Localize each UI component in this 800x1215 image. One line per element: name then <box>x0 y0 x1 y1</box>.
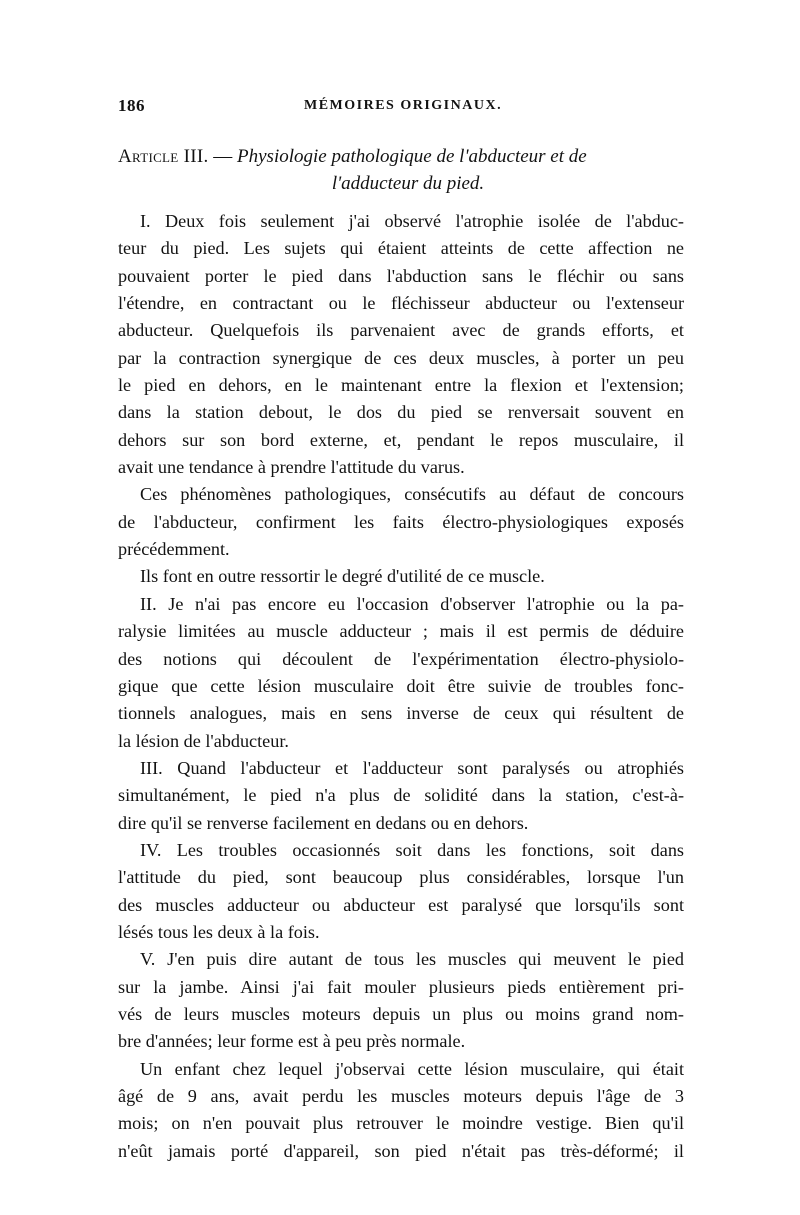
text-line: simultanément, le pied n'a plus de solidité dans la station, c'est-à- <box>118 785 684 806</box>
text-line: IV. Les troubles occasionnés soit dans les fonctions, soit dans <box>140 839 684 860</box>
text-line: des muscles adducteur ou abducteur est paralysé que lorsqu'ils sont <box>118 894 684 915</box>
text-line: avait une tendance à prendre l'attitude du varus. <box>118 457 465 478</box>
text-line: l'étendre, en contractant ou le fléchisseur abducteur ou l'extenseur <box>118 293 684 314</box>
text-line: des notions qui découlent de l'expérimentation électro-physiolo- <box>118 648 684 669</box>
text-line: teur du pied. Les sujets qui étaient atteints de cette affection ne <box>118 238 684 259</box>
text-line: âgé de 9 ans, avait perdu les muscles moteurs depuis l'âge de 3 <box>118 1086 684 1106</box>
text-line: par la contraction synergique de ces deux muscles, à porter un peu <box>118 347 684 368</box>
text-line: III. Quand l'abducteur et l'adducteur sont paralysés ou atrophiés <box>140 757 684 778</box>
text-line: Ces phénomènes pathologiques, consécutifs au défaut de concours <box>140 484 684 505</box>
text-line: vés de leurs muscles moteurs depuis un plus ou moins grand nom- <box>118 1003 684 1024</box>
article-heading <box>118 143 684 197</box>
text-line: pouvaient porter le pied dans l'abduction sans le fléchir ou sans <box>118 265 684 286</box>
text-line: V. J'en puis dire autant de tous les muscles qui meuvent le pied <box>140 949 684 970</box>
text-line: Ils font en outre ressortir le degré d'utilité de ce muscle. <box>140 566 545 587</box>
text-line: sur la jambe. Ainsi j'ai fait mouler plusieurs pieds entièrement pri- <box>118 976 684 997</box>
running-header <box>118 96 684 116</box>
text-line: I. Deux fois seulement j'ai observé l'atrophie isolée de l'abduc- <box>140 211 684 231</box>
article-heading-line-1 <box>118 143 684 170</box>
page-number: 186 <box>118 96 145 115</box>
text-line: mois; on n'en pouvait plus retrouver le moindre vestige. Bien qu'il <box>118 1113 684 1134</box>
article-title-line-1: Physiologie pathologique de l'abducteur et de <box>237 146 587 167</box>
text-line: dans la station debout, le dos du pied se renversait souvent en <box>118 402 684 423</box>
text-line: bre d'années; leur forme est à peu près normale. <box>118 1031 466 1052</box>
text-line: ralysie limitées au muscle adducteur ; mais il est permis de déduire <box>118 621 684 642</box>
article-title-line-2: l'adducteur du pied. <box>331 173 485 194</box>
text-line: Un enfant chez lequel j'observai cette lésion musculaire, qui était <box>140 1058 684 1079</box>
text-line: la lésion de l'abducteur. <box>118 730 289 751</box>
text-line: dehors sur son bord externe, et, pendant le repos musculaire, il <box>118 429 684 450</box>
text-line: abducteur. Quelquefois ils parvenaient avec de grands efforts, et <box>118 320 684 341</box>
text-line: de l'abducteur, confirment les faits électro-physiologiques exposés <box>118 511 684 532</box>
text-line: le pied en dehors, en le maintenant entre la flexion et l'extension; <box>118 375 684 396</box>
text-line: II. Je n'ai pas encore eu l'occasion d'observer l'atrophie ou la pa- <box>140 593 684 614</box>
text-line: tionnels analogues, mais en sens inverse de ceux qui résultent de <box>118 703 684 724</box>
heading-dash: — <box>208 146 238 167</box>
body-text <box>118 208 684 1165</box>
text-line: dire qu'il se renverse facilement en dedans ou en dehors. <box>118 812 529 833</box>
running-title: MÉMOIRES ORIGINAUX. <box>304 98 503 113</box>
text-line: l'attitude du pied, sont beaucoup plus considérables, lorsque l'un <box>118 867 684 888</box>
text-line: n'eût jamais porté d'appareil, son pied n'était pas très-déformé; il <box>118 1140 684 1161</box>
text-line: précédemment. <box>118 539 230 560</box>
article-label: Article III. <box>118 146 209 167</box>
text-line: gique que cette lésion musculaire doit être suivie de troubles fonc- <box>118 675 684 696</box>
text-line: lésés tous les deux à la fois. <box>118 921 320 942</box>
